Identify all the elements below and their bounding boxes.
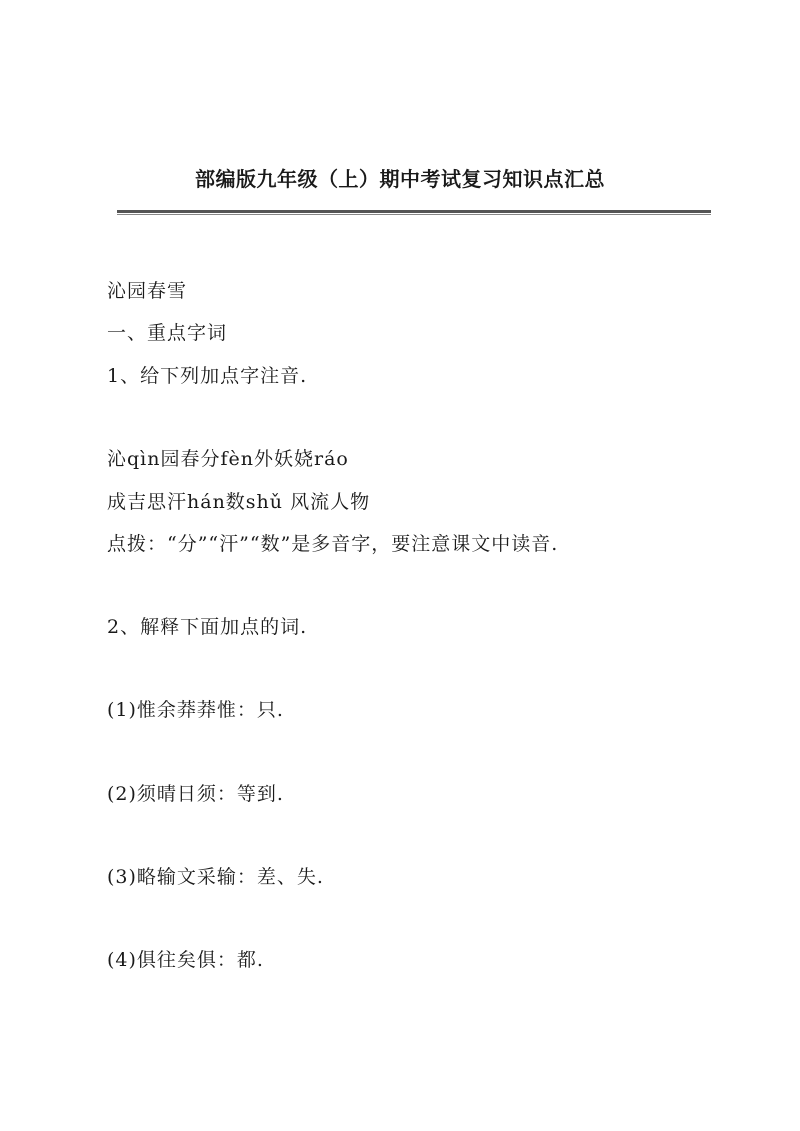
answer-item-4: (4)俱往矣俱：都. [107,949,264,971]
hint-line: 点拨：“分”“汗”“数”是多音字，要注意课文中读音. [107,533,559,555]
section-heading: 沁园春雪 [107,280,188,302]
subsection-heading: 一、重点字词 [107,322,228,344]
question-2: 2、解释下面加点的词. [107,616,308,638]
question-1: 1、给下列加点字注音. [107,365,308,387]
answer-item-1: (1)惟余莽莽惟：只. [107,699,284,721]
document-title: 部编版九年级（上）期中考试复习知识点汇总 [195,167,605,191]
answer-item-2: (2)须晴日须：等到. [107,783,284,805]
title-underline [117,210,711,215]
answer-item-3: (3)略输文采输：差、失. [107,866,324,888]
pinyin-line-1: 沁qìn园春分fèn外妖娆ráo [107,448,349,470]
pinyin-line-2: 成吉思汗hán数shǔ 风流人物 [107,491,371,513]
